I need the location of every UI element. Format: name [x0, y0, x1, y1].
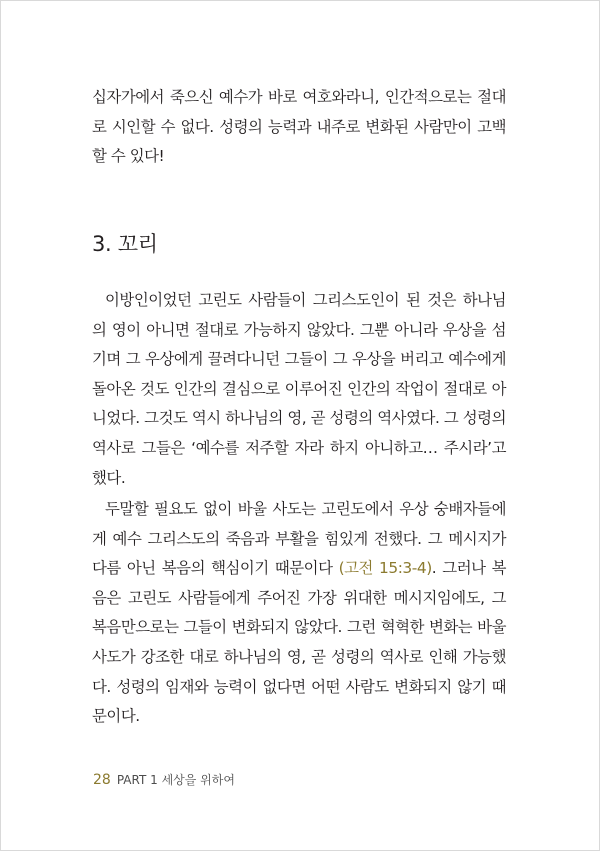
running-title: PART 1 세상을 위하여: [116, 773, 235, 787]
page-number: 28: [93, 772, 111, 788]
body-paragraph-2: [92, 495, 506, 732]
page-footer: [93, 771, 235, 788]
section-heading: 3. 꼬리: [92, 232, 158, 256]
scripture-reference: (고전 15:3-4): [338, 559, 432, 578]
paragraph-2-text-before-reference: 두말할 필요도 없이 바울 사도는 고린도에서 우상 숭배자들에게 예수 그리스도의 죽음과 부활을 힘있게 전했다. 그 메시지가 다름 아닌 복음의 핵심이기 때문이다: [92, 500, 506, 578]
paragraph-2-text-after-reference: . 그러나 복음은 고린도 사람들에게 주어진 가장 위대한 메시지임에도, 그 복음만으로는 그들이 변화되지 않았다. 그런 혁혁한 변화는 바울 사도가 강조한 대로 하나님의 영, 곧 성령의 역사로 인해 가능했다. 성령의 임재와 능력이 없다면 어떤 사람도 변화되지 않기 때문이다.: [92, 559, 507, 726]
body-paragraph-1: 이방인이었던 고린도 사람들이 그리스도인이 된 것은 하나님의 영이 아니면 절대로 가능하지 않았다. 그뿐 아니라 우상을 섬기며 그 우상에게 끌려다니던 그들이 그 우상을 버리고 예수에게 돌아온 것도 인간의 결심으로 이루어진 인간의 작업이 절대로 아니었다. 그것도 역시 하나님의 영, 곧 성령의 역사였다. 그 성령의 역사로 그들은 ‘예수를 저주할 자라 하지 아니하고… 주시라’고 했다.: [92, 291, 506, 487]
intro-paragraph: 십자가에서 죽으신 예수가 바로 여호와라니, 인간적으로는 절대로 시인할 수 없다. 성령의 능력과 내주로 변화된 사람만이 고백할 수 있다!: [92, 88, 506, 166]
